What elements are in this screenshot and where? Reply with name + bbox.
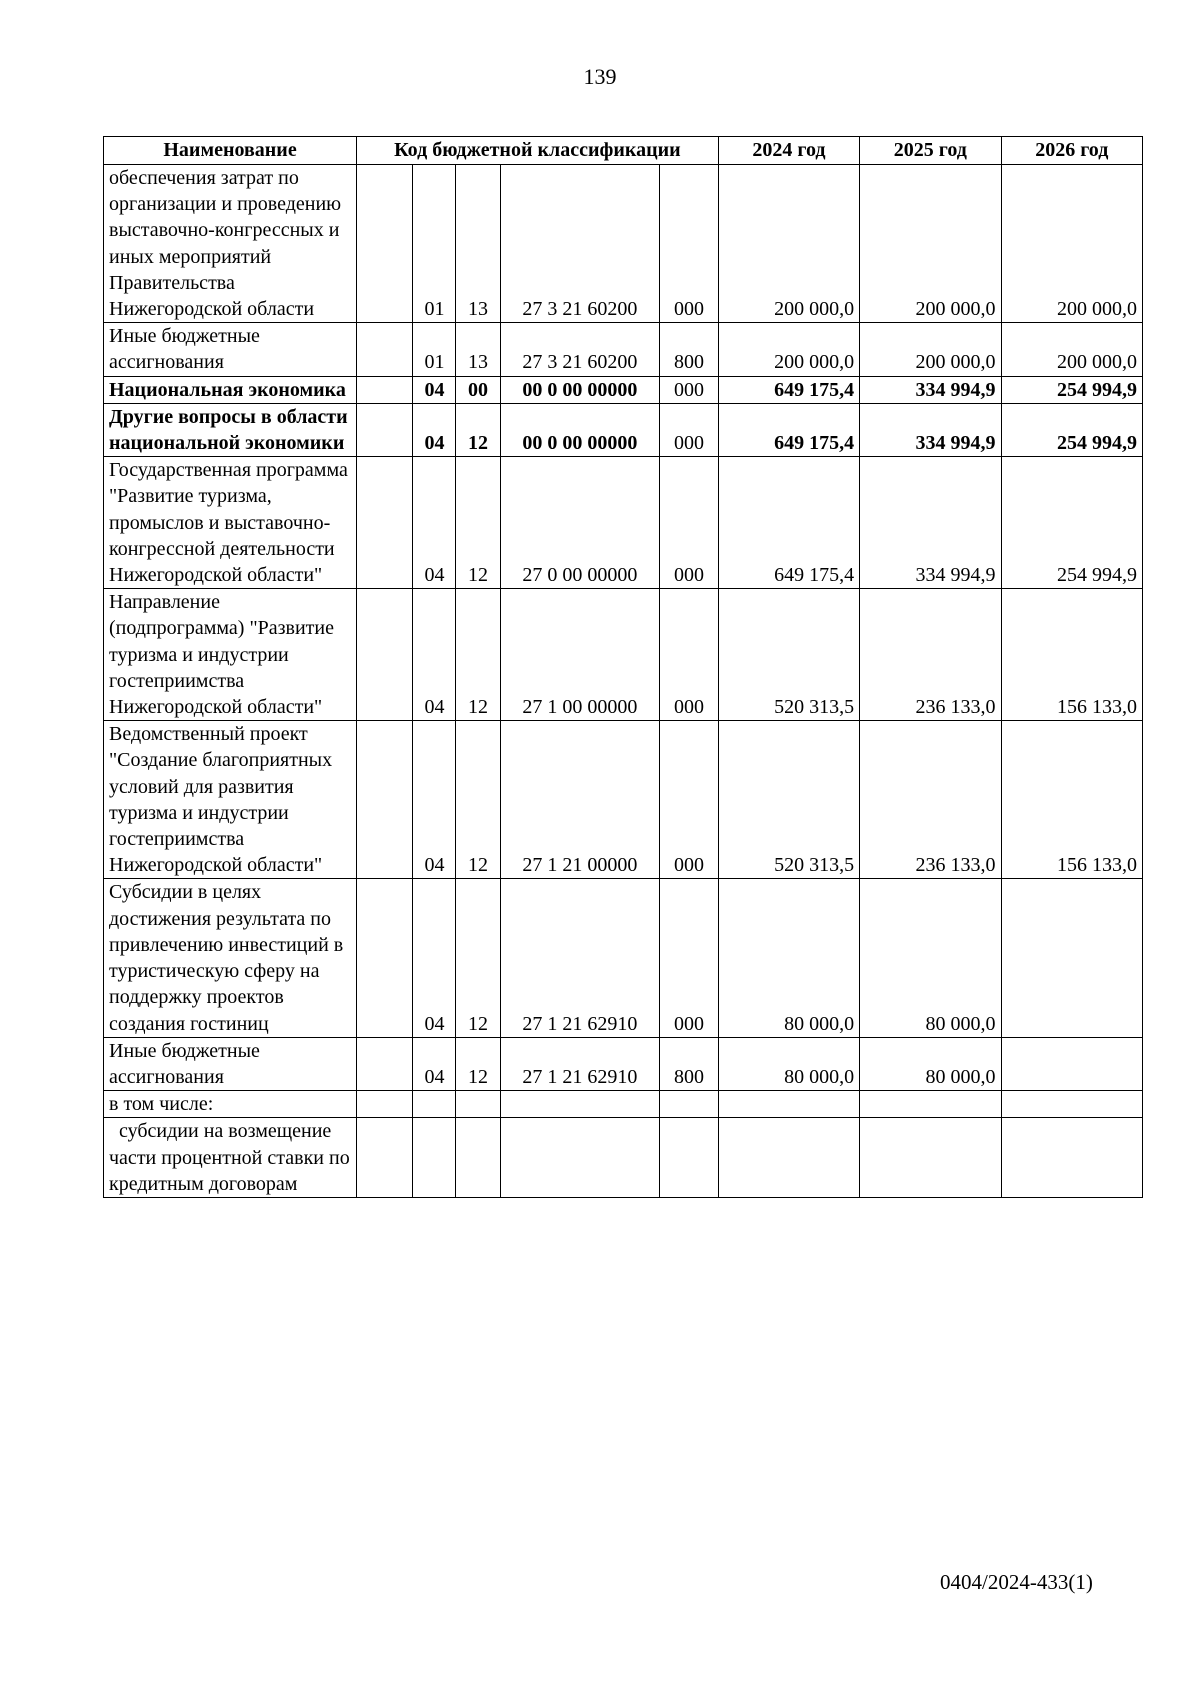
row-value-2025: 334 994,9 [860,403,1001,456]
row-code-section: 04 [413,376,456,403]
row-value-2026 [1001,1118,1142,1198]
row-value-2025: 200 000,0 [860,323,1001,376]
row-code-type: 000 [660,879,718,1037]
row-value-2026: 254 994,9 [1001,457,1142,589]
row-value-2025: 80 000,0 [860,1037,1001,1090]
document-registration-code: 0404/2024-433(1) [940,1570,1093,1594]
row-name: субсидии на возмещение части процентной ставки по кредитным договорам [104,1118,357,1198]
row-name: Другие вопросы в области национальной экономики [104,403,357,456]
row-code-article: 27 0 00 00000 [500,457,660,589]
row-code-article: 00 0 00 00000 [500,376,660,403]
row-code-subsection: 13 [456,165,500,323]
row-value-2026: 156 133,0 [1001,589,1142,721]
row-value-2025 [860,1091,1001,1118]
row-value-2026 [1001,1037,1142,1090]
row-code-type [660,1091,718,1118]
row-code-type [660,1118,718,1198]
row-name: Иные бюджетные ассигнования [104,1037,357,1090]
row-code-type: 800 [660,1037,718,1090]
row-code-section: 04 [413,721,456,879]
row-value-2026 [1001,1091,1142,1118]
row-code-section: 04 [413,403,456,456]
page-number: 139 [583,64,617,89]
table-row [104,457,1143,589]
row-name: Национальная экономика [104,376,357,403]
row-code-section: 01 [413,165,456,323]
row-code-type: 000 [660,721,718,879]
row-value-2024: 200 000,0 [718,323,859,376]
row-name: обеспечения затрат по организации и проведению выставочно-конгрессных и иных мероприятий Правительства Нижегородской области [104,165,357,323]
row-value-2026: 156 133,0 [1001,721,1142,879]
row-code-type: 000 [660,376,718,403]
row-code-article: 00 0 00 00000 [500,403,660,456]
row-code-subsection: 12 [456,457,500,589]
table-row [104,1037,1143,1090]
row-code-1 [357,1037,413,1090]
row-value-2025: 334 994,9 [860,376,1001,403]
row-code-section: 01 [413,323,456,376]
table-row [104,879,1143,1037]
row-value-2024: 200 000,0 [718,165,859,323]
row-code-subsection: 12 [456,589,500,721]
table-row [104,403,1143,456]
header-2026: 2026 год [1001,137,1142,165]
row-code-subsection: 12 [456,721,500,879]
row-code-article: 27 1 00 00000 [500,589,660,721]
row-code-subsection: 12 [456,879,500,1037]
table-row [104,1091,1143,1118]
row-code-section: 04 [413,589,456,721]
row-code-section: 04 [413,1037,456,1090]
row-code-1 [357,1118,413,1198]
row-value-2026: 200 000,0 [1001,165,1142,323]
header-2025: 2025 год [860,137,1001,165]
row-name: Ведомственный проект "Создание благоприятных условий для развития туризма и индустрии гостеприимства Нижегородской области" [104,721,357,879]
row-code-1 [357,1091,413,1118]
table-header-row [104,137,1143,165]
row-code-article [500,1091,660,1118]
table-row [104,165,1143,323]
row-value-2025: 334 994,9 [860,457,1001,589]
row-code-subsection: 00 [456,376,500,403]
row-value-2024: 520 313,5 [718,721,859,879]
table-row [104,1118,1143,1198]
row-value-2024: 80 000,0 [718,1037,859,1090]
row-name: Субсидии в целях достижения результата по привлечению инвестиций в туристическую сферу на поддержку проектов создания гостиниц [104,879,357,1037]
row-value-2024 [718,1118,859,1198]
row-value-2024: 649 175,4 [718,376,859,403]
row-code-1 [357,457,413,589]
row-value-2024: 649 175,4 [718,457,859,589]
row-value-2024 [718,1091,859,1118]
row-value-2026: 254 994,9 [1001,403,1142,456]
row-code-section [413,1091,456,1118]
row-code-article: 27 1 21 00000 [500,721,660,879]
row-code-subsection: 13 [456,323,500,376]
row-value-2026: 254 994,9 [1001,376,1142,403]
table-row [104,323,1143,376]
header-name: Наименование [104,137,357,165]
row-code-1 [357,403,413,456]
row-value-2024: 649 175,4 [718,403,859,456]
row-code-subsection [456,1118,500,1198]
row-code-1 [357,721,413,879]
row-code-article: 27 3 21 60200 [500,323,660,376]
row-value-2024: 80 000,0 [718,879,859,1037]
row-value-2026: 200 000,0 [1001,323,1142,376]
row-value-2025: 80 000,0 [860,879,1001,1037]
row-name: Иные бюджетные ассигнования [104,323,357,376]
header-2024: 2024 год [718,137,859,165]
budget-table [103,136,1143,1198]
row-code-subsection: 12 [456,1037,500,1090]
row-code-subsection [456,1091,500,1118]
row-code-1 [357,376,413,403]
table-row [104,376,1143,403]
row-name: Государственная программа "Развитие туризма, промыслов и выставочно-конгрессной деятельности Нижегородской области" [104,457,357,589]
row-code-article: 27 1 21 62910 [500,1037,660,1090]
row-value-2025: 200 000,0 [860,165,1001,323]
row-name: в том числе: [104,1091,357,1118]
row-code-type: 800 [660,323,718,376]
row-code-1 [357,879,413,1037]
row-code-section [413,1118,456,1198]
row-value-2025: 236 133,0 [860,721,1001,879]
row-value-2025: 236 133,0 [860,589,1001,721]
row-code-type: 000 [660,165,718,323]
row-code-section: 04 [413,457,456,589]
row-code-subsection: 12 [456,403,500,456]
row-code-article: 27 1 21 62910 [500,879,660,1037]
row-value-2024: 520 313,5 [718,589,859,721]
table-row [104,589,1143,721]
row-code-section: 04 [413,879,456,1037]
row-name: Направление (подпрограмма) "Развитие туризма и индустрии гостеприимства Нижегородской области" [104,589,357,721]
table-row [104,721,1143,879]
row-code-type: 000 [660,457,718,589]
row-value-2026 [1001,879,1142,1037]
row-code-article [500,1118,660,1198]
row-code-article: 27 3 21 60200 [500,165,660,323]
header-code: Код бюджетной классификации [357,137,719,165]
row-value-2025 [860,1118,1001,1198]
row-code-1 [357,323,413,376]
row-code-1 [357,165,413,323]
row-code-type: 000 [660,589,718,721]
row-code-type: 000 [660,403,718,456]
row-code-1 [357,589,413,721]
